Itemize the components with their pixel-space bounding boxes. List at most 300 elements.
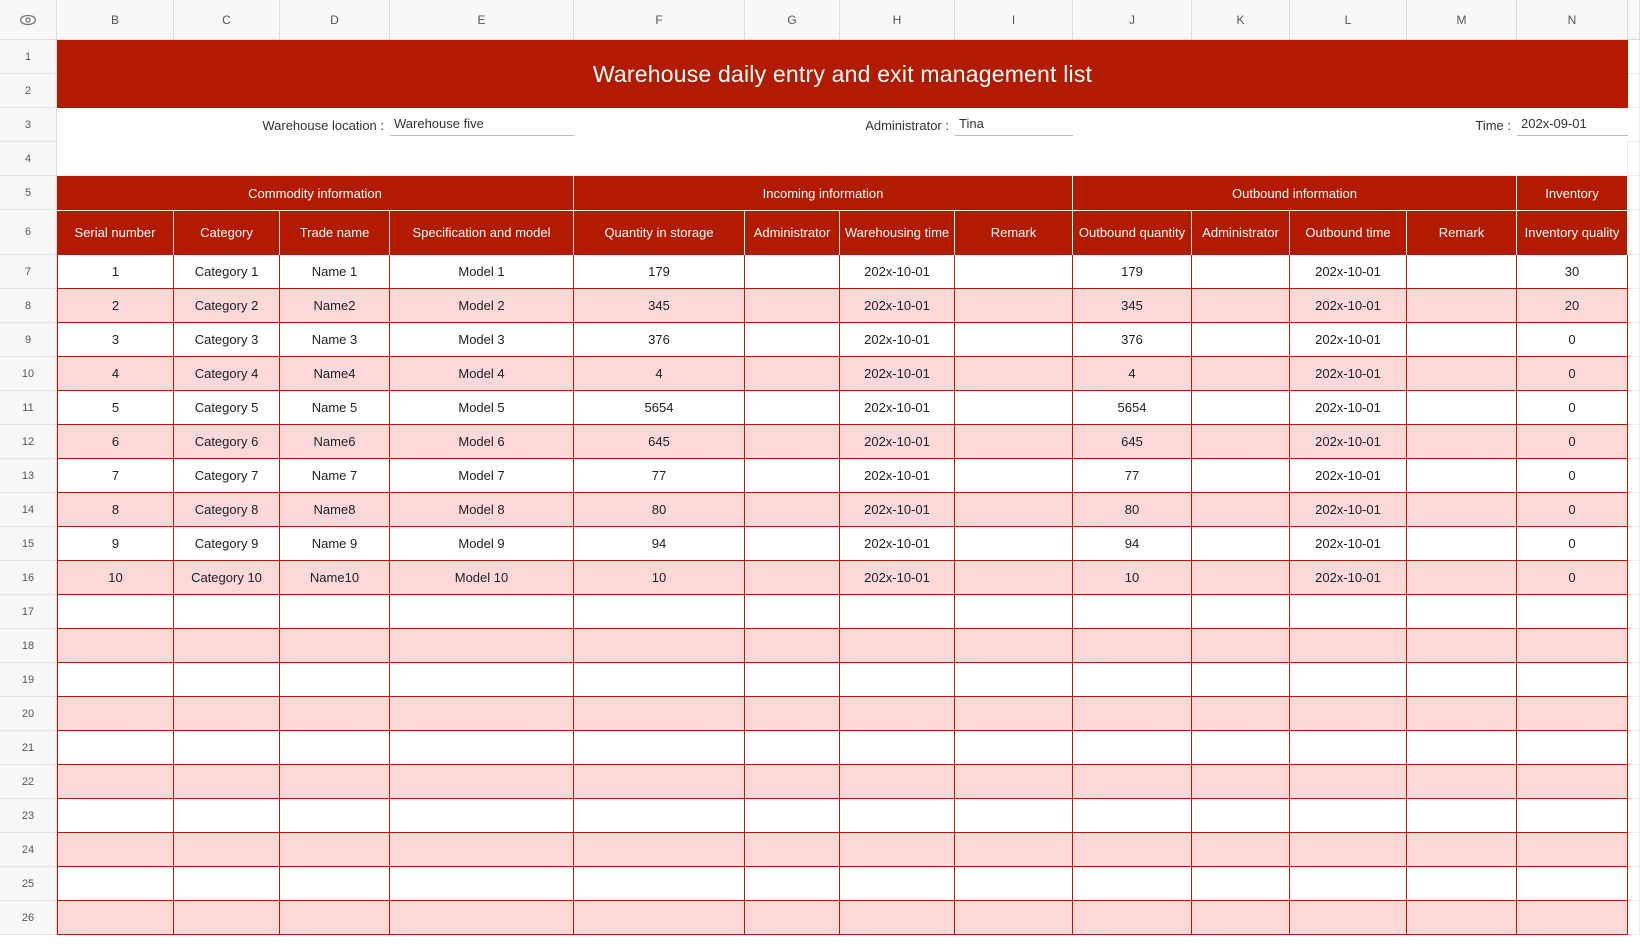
empty-cell[interactable]	[174, 799, 280, 833]
empty-cell[interactable]	[1073, 765, 1192, 799]
table-cell[interactable]: 202x-10-01	[1290, 289, 1407, 323]
admin-value[interactable]: Tina	[955, 112, 1073, 136]
table-cell[interactable]: 4	[574, 357, 745, 391]
empty-cell[interactable]	[174, 731, 280, 765]
empty-cell[interactable]	[840, 697, 955, 731]
column-header[interactable]: E	[390, 0, 574, 40]
empty-cell[interactable]	[1073, 867, 1192, 901]
table-cell[interactable]: 202x-10-01	[1290, 561, 1407, 595]
column-header[interactable]: N	[1517, 0, 1628, 40]
empty-cell[interactable]	[1407, 867, 1517, 901]
empty-cell[interactable]	[280, 833, 390, 867]
table-cell[interactable]	[1192, 459, 1290, 493]
empty-cell[interactable]	[745, 595, 840, 629]
row-header[interactable]: 11	[0, 391, 57, 425]
table-cell[interactable]: 94	[1073, 527, 1192, 561]
empty-cell[interactable]	[280, 731, 390, 765]
time-value[interactable]: 202x-09-01	[1517, 112, 1628, 136]
empty-cell[interactable]	[1290, 731, 1407, 765]
table-cell[interactable]: Model 5	[390, 391, 574, 425]
empty-cell[interactable]	[840, 663, 955, 697]
column-header[interactable]: D	[280, 0, 390, 40]
table-cell[interactable]: 77	[1073, 459, 1192, 493]
table-cell[interactable]	[955, 391, 1073, 425]
empty-cell[interactable]	[174, 901, 280, 935]
row-header[interactable]: 6	[0, 210, 57, 255]
empty-cell[interactable]	[1517, 697, 1628, 731]
empty-cell[interactable]	[1517, 731, 1628, 765]
table-cell[interactable]: 202x-10-01	[840, 527, 955, 561]
empty-cell[interactable]	[574, 901, 745, 935]
table-cell[interactable]	[955, 459, 1073, 493]
table-cell[interactable]: 202x-10-01	[840, 493, 955, 527]
table-cell[interactable]	[1407, 357, 1517, 391]
row-header[interactable]: 20	[0, 697, 57, 731]
empty-cell[interactable]	[1073, 629, 1192, 663]
row-header[interactable]: 23	[0, 799, 57, 833]
table-cell[interactable]: 202x-10-01	[840, 425, 955, 459]
table-cell[interactable]	[1192, 357, 1290, 391]
empty-cell[interactable]	[57, 833, 174, 867]
empty-cell[interactable]	[1192, 765, 1290, 799]
empty-cell[interactable]	[840, 629, 955, 663]
empty-cell[interactable]	[840, 799, 955, 833]
empty-cell[interactable]	[840, 833, 955, 867]
table-cell[interactable]	[955, 289, 1073, 323]
empty-cell[interactable]	[1290, 663, 1407, 697]
empty-cell[interactable]	[1517, 663, 1628, 697]
row-header[interactable]: 3	[0, 108, 57, 142]
table-cell[interactable]: 94	[574, 527, 745, 561]
empty-cell[interactable]	[1517, 595, 1628, 629]
table-cell[interactable]: 6	[57, 425, 174, 459]
table-cell[interactable]: 202x-10-01	[840, 391, 955, 425]
row-header[interactable]: 18	[0, 629, 57, 663]
table-cell[interactable]: Category 7	[174, 459, 280, 493]
empty-cell[interactable]	[1073, 901, 1192, 935]
table-cell[interactable]	[1192, 323, 1290, 357]
empty-cell[interactable]	[174, 765, 280, 799]
table-cell[interactable]	[745, 527, 840, 561]
empty-cell[interactable]	[1290, 765, 1407, 799]
empty-cell[interactable]	[745, 765, 840, 799]
table-cell[interactable]: 202x-10-01	[1290, 425, 1407, 459]
empty-cell[interactable]	[1517, 629, 1628, 663]
table-cell[interactable]: 7	[57, 459, 174, 493]
table-cell[interactable]: 202x-10-01	[1290, 493, 1407, 527]
table-cell[interactable]: 5654	[574, 391, 745, 425]
empty-cell[interactable]	[1290, 833, 1407, 867]
table-cell[interactable]: 4	[57, 357, 174, 391]
empty-cell[interactable]	[574, 629, 745, 663]
table-cell[interactable]: 77	[574, 459, 745, 493]
empty-cell[interactable]	[1407, 629, 1517, 663]
row-header[interactable]: 10	[0, 357, 57, 391]
table-cell[interactable]: Name2	[280, 289, 390, 323]
table-cell[interactable]	[955, 425, 1073, 459]
empty-cell[interactable]	[574, 833, 745, 867]
table-cell[interactable]	[745, 561, 840, 595]
table-cell[interactable]: 0	[1517, 357, 1628, 391]
table-cell[interactable]: Name10	[280, 561, 390, 595]
empty-cell[interactable]	[1407, 663, 1517, 697]
table-cell[interactable]: Category 9	[174, 527, 280, 561]
table-cell[interactable]: 10	[1073, 561, 1192, 595]
empty-cell[interactable]	[1192, 867, 1290, 901]
table-cell[interactable]: 9	[57, 527, 174, 561]
empty-cell[interactable]	[57, 867, 174, 901]
table-cell[interactable]	[1192, 561, 1290, 595]
column-header[interactable]: C	[174, 0, 280, 40]
empty-cell[interactable]	[840, 867, 955, 901]
table-cell[interactable]: 0	[1517, 493, 1628, 527]
table-cell[interactable]: 5	[57, 391, 174, 425]
table-cell[interactable]: 202x-10-01	[840, 323, 955, 357]
empty-cell[interactable]	[1073, 799, 1192, 833]
row-header[interactable]: 9	[0, 323, 57, 357]
empty-cell[interactable]	[1192, 595, 1290, 629]
table-cell[interactable]: 202x-10-01	[1290, 527, 1407, 561]
empty-cell[interactable]	[57, 799, 174, 833]
empty-cell[interactable]	[390, 629, 574, 663]
row-header[interactable]: 4	[0, 142, 57, 176]
table-cell[interactable]	[1192, 425, 1290, 459]
table-cell[interactable]: Category 10	[174, 561, 280, 595]
table-cell[interactable]: 10	[574, 561, 745, 595]
empty-cell[interactable]	[57, 765, 174, 799]
table-cell[interactable]	[1407, 391, 1517, 425]
table-cell[interactable]: 80	[574, 493, 745, 527]
table-cell[interactable]: 202x-10-01	[840, 459, 955, 493]
empty-cell[interactable]	[1192, 731, 1290, 765]
table-cell[interactable]: Category 2	[174, 289, 280, 323]
table-cell[interactable]: 4	[1073, 357, 1192, 391]
row-header[interactable]: 14	[0, 493, 57, 527]
empty-cell[interactable]	[280, 765, 390, 799]
table-cell[interactable]: Name 9	[280, 527, 390, 561]
table-cell[interactable]: Name 7	[280, 459, 390, 493]
table-cell[interactable]: Name 1	[280, 255, 390, 289]
row-header[interactable]: 2	[0, 74, 57, 108]
empty-cell[interactable]	[955, 799, 1073, 833]
empty-cell[interactable]	[1073, 663, 1192, 697]
table-cell[interactable]: 30	[1517, 255, 1628, 289]
table-cell[interactable]: Category 8	[174, 493, 280, 527]
empty-cell[interactable]	[174, 629, 280, 663]
empty-cell[interactable]	[57, 663, 174, 697]
empty-cell[interactable]	[745, 731, 840, 765]
table-cell[interactable]: 0	[1517, 391, 1628, 425]
empty-cell[interactable]	[1290, 799, 1407, 833]
table-cell[interactable]: 10	[57, 561, 174, 595]
empty-cell[interactable]	[280, 697, 390, 731]
table-cell[interactable]: 0	[1517, 527, 1628, 561]
table-cell[interactable]: 80	[1073, 493, 1192, 527]
empty-cell[interactable]	[955, 629, 1073, 663]
row-header[interactable]: 5	[0, 176, 57, 210]
empty-cell[interactable]	[280, 629, 390, 663]
table-cell[interactable]	[1407, 527, 1517, 561]
table-cell[interactable]	[955, 357, 1073, 391]
row-header[interactable]: 12	[0, 425, 57, 459]
empty-cell[interactable]	[745, 833, 840, 867]
empty-cell[interactable]	[574, 799, 745, 833]
table-cell[interactable]: 2	[57, 289, 174, 323]
table-cell[interactable]	[1192, 289, 1290, 323]
empty-cell[interactable]	[745, 697, 840, 731]
empty-cell[interactable]	[390, 697, 574, 731]
empty-cell[interactable]	[57, 901, 174, 935]
table-cell[interactable]	[745, 425, 840, 459]
empty-cell[interactable]	[174, 663, 280, 697]
table-cell[interactable]	[955, 561, 1073, 595]
empty-cell[interactable]	[955, 595, 1073, 629]
column-header[interactable]: B	[57, 0, 174, 40]
empty-cell[interactable]	[745, 901, 840, 935]
empty-cell[interactable]	[390, 901, 574, 935]
column-header[interactable]: K	[1192, 0, 1290, 40]
empty-cell[interactable]	[1517, 867, 1628, 901]
table-cell[interactable]: Model 3	[390, 323, 574, 357]
empty-cell[interactable]	[1192, 663, 1290, 697]
table-cell[interactable]: Name 5	[280, 391, 390, 425]
empty-cell[interactable]	[1407, 799, 1517, 833]
table-cell[interactable]: 0	[1517, 425, 1628, 459]
row-header[interactable]: 16	[0, 561, 57, 595]
table-cell[interactable]: 1	[57, 255, 174, 289]
table-cell[interactable]: Name6	[280, 425, 390, 459]
empty-cell[interactable]	[574, 731, 745, 765]
empty-cell[interactable]	[1407, 595, 1517, 629]
table-cell[interactable]	[955, 255, 1073, 289]
table-cell[interactable]: Category 5	[174, 391, 280, 425]
empty-cell[interactable]	[1290, 595, 1407, 629]
location-value[interactable]: Warehouse five	[390, 112, 574, 136]
empty-cell[interactable]	[1192, 901, 1290, 935]
empty-cell[interactable]	[955, 765, 1073, 799]
table-cell[interactable]: 202x-10-01	[840, 289, 955, 323]
table-cell[interactable]: 376	[1073, 323, 1192, 357]
table-cell[interactable]	[745, 357, 840, 391]
table-cell[interactable]	[1192, 527, 1290, 561]
empty-cell[interactable]	[280, 901, 390, 935]
table-cell[interactable]: Category 3	[174, 323, 280, 357]
table-cell[interactable]: Name8	[280, 493, 390, 527]
row-header[interactable]: 1	[0, 40, 57, 74]
empty-cell[interactable]	[390, 765, 574, 799]
table-cell[interactable]: 3	[57, 323, 174, 357]
empty-cell[interactable]	[390, 867, 574, 901]
empty-cell[interactable]	[1517, 765, 1628, 799]
empty-cell[interactable]	[1192, 833, 1290, 867]
empty-cell[interactable]	[574, 595, 745, 629]
empty-cell[interactable]	[574, 663, 745, 697]
row-header[interactable]: 21	[0, 731, 57, 765]
empty-cell[interactable]	[280, 867, 390, 901]
table-cell[interactable]	[745, 459, 840, 493]
empty-cell[interactable]	[1407, 765, 1517, 799]
table-cell[interactable]	[745, 255, 840, 289]
empty-cell[interactable]	[840, 765, 955, 799]
empty-cell[interactable]	[955, 697, 1073, 731]
table-cell[interactable]: Category 6	[174, 425, 280, 459]
row-header[interactable]: 25	[0, 867, 57, 901]
table-cell[interactable]	[1407, 255, 1517, 289]
table-cell[interactable]	[745, 391, 840, 425]
empty-cell[interactable]	[955, 663, 1073, 697]
select-all-corner[interactable]	[0, 0, 57, 40]
empty-cell[interactable]	[1517, 833, 1628, 867]
table-cell[interactable]: 179	[574, 255, 745, 289]
table-cell[interactable]: Name 3	[280, 323, 390, 357]
table-cell[interactable]: Model 1	[390, 255, 574, 289]
row-header[interactable]: 19	[0, 663, 57, 697]
column-header[interactable]: I	[955, 0, 1073, 40]
table-cell[interactable]: 20	[1517, 289, 1628, 323]
column-header[interactable]: H	[840, 0, 955, 40]
table-cell[interactable]: Model 9	[390, 527, 574, 561]
table-cell[interactable]: Category 1	[174, 255, 280, 289]
table-cell[interactable]: 202x-10-01	[1290, 459, 1407, 493]
row-header[interactable]: 22	[0, 765, 57, 799]
empty-cell[interactable]	[955, 901, 1073, 935]
empty-cell[interactable]	[955, 867, 1073, 901]
empty-cell[interactable]	[57, 629, 174, 663]
empty-cell[interactable]	[390, 799, 574, 833]
table-cell[interactable]: 645	[1073, 425, 1192, 459]
empty-cell[interactable]	[174, 697, 280, 731]
empty-cell[interactable]	[1290, 629, 1407, 663]
table-cell[interactable]: 202x-10-01	[1290, 357, 1407, 391]
empty-cell[interactable]	[574, 765, 745, 799]
column-header[interactable]: M	[1407, 0, 1517, 40]
row-header[interactable]: 26	[0, 901, 57, 935]
empty-cell[interactable]	[1290, 867, 1407, 901]
table-cell[interactable]	[955, 527, 1073, 561]
table-cell[interactable]	[1192, 493, 1290, 527]
table-cell[interactable]: Model 2	[390, 289, 574, 323]
empty-cell[interactable]	[390, 833, 574, 867]
empty-cell[interactable]	[1192, 629, 1290, 663]
empty-cell[interactable]	[1407, 697, 1517, 731]
empty-cell[interactable]	[745, 799, 840, 833]
table-cell[interactable]	[1407, 459, 1517, 493]
table-cell[interactable]	[955, 493, 1073, 527]
column-header[interactable]: L	[1290, 0, 1407, 40]
table-cell[interactable]: Model 7	[390, 459, 574, 493]
row-header[interactable]: 15	[0, 527, 57, 561]
empty-cell[interactable]	[745, 629, 840, 663]
table-cell[interactable]: 0	[1517, 561, 1628, 595]
table-cell[interactable]	[1407, 425, 1517, 459]
table-cell[interactable]	[1407, 493, 1517, 527]
table-cell[interactable]	[1407, 323, 1517, 357]
empty-cell[interactable]	[1407, 833, 1517, 867]
empty-cell[interactable]	[1073, 595, 1192, 629]
table-cell[interactable]: 645	[574, 425, 745, 459]
column-header[interactable]: G	[745, 0, 840, 40]
table-cell[interactable]: 202x-10-01	[1290, 323, 1407, 357]
table-cell[interactable]	[1192, 391, 1290, 425]
row-header[interactable]: 13	[0, 459, 57, 493]
table-cell[interactable]: Model 8	[390, 493, 574, 527]
table-cell[interactable]: 202x-10-01	[840, 561, 955, 595]
empty-cell[interactable]	[1290, 697, 1407, 731]
empty-cell[interactable]	[574, 697, 745, 731]
row-header[interactable]: 7	[0, 255, 57, 289]
table-cell[interactable]	[955, 323, 1073, 357]
empty-cell[interactable]	[1517, 799, 1628, 833]
table-cell[interactable]: Name4	[280, 357, 390, 391]
empty-cell[interactable]	[57, 731, 174, 765]
table-cell[interactable]: 202x-10-01	[1290, 255, 1407, 289]
empty-cell[interactable]	[574, 867, 745, 901]
empty-cell[interactable]	[840, 595, 955, 629]
table-cell[interactable]: Model 10	[390, 561, 574, 595]
empty-cell[interactable]	[1192, 697, 1290, 731]
table-cell[interactable]	[745, 289, 840, 323]
table-cell[interactable]: 202x-10-01	[840, 357, 955, 391]
table-cell[interactable]	[1407, 289, 1517, 323]
table-cell[interactable]: 376	[574, 323, 745, 357]
table-cell[interactable]	[1407, 561, 1517, 595]
row-header[interactable]: 24	[0, 833, 57, 867]
empty-cell[interactable]	[1407, 731, 1517, 765]
table-cell[interactable]: 5654	[1073, 391, 1192, 425]
empty-cell[interactable]	[390, 595, 574, 629]
empty-cell[interactable]	[1517, 901, 1628, 935]
table-cell[interactable]: 202x-10-01	[840, 255, 955, 289]
empty-cell[interactable]	[955, 731, 1073, 765]
empty-cell[interactable]	[745, 663, 840, 697]
empty-cell[interactable]	[57, 697, 174, 731]
table-cell[interactable]	[745, 493, 840, 527]
table-cell[interactable]: 345	[1073, 289, 1192, 323]
empty-cell[interactable]	[390, 731, 574, 765]
table-cell[interactable]: 345	[574, 289, 745, 323]
empty-cell[interactable]	[840, 731, 955, 765]
empty-cell[interactable]	[390, 663, 574, 697]
column-header[interactable]: F	[574, 0, 745, 40]
empty-cell[interactable]	[955, 833, 1073, 867]
empty-cell[interactable]	[280, 595, 390, 629]
row-header[interactable]: 17	[0, 595, 57, 629]
empty-cell[interactable]	[280, 663, 390, 697]
table-cell[interactable]: Model 4	[390, 357, 574, 391]
empty-cell[interactable]	[57, 595, 174, 629]
row-header[interactable]: 8	[0, 289, 57, 323]
empty-cell[interactable]	[1192, 799, 1290, 833]
table-cell[interactable]: Category 4	[174, 357, 280, 391]
table-cell[interactable]: 202x-10-01	[1290, 391, 1407, 425]
empty-cell[interactable]	[174, 595, 280, 629]
table-cell[interactable]	[745, 323, 840, 357]
empty-cell[interactable]	[1290, 901, 1407, 935]
empty-cell[interactable]	[280, 799, 390, 833]
empty-cell[interactable]	[745, 867, 840, 901]
empty-cell[interactable]	[1407, 901, 1517, 935]
empty-cell[interactable]	[1073, 697, 1192, 731]
table-cell[interactable]: 179	[1073, 255, 1192, 289]
table-cell[interactable]	[1192, 255, 1290, 289]
empty-cell[interactable]	[174, 833, 280, 867]
empty-cell[interactable]	[1073, 731, 1192, 765]
column-header[interactable]: J	[1073, 0, 1192, 40]
empty-cell[interactable]	[840, 901, 955, 935]
table-cell[interactable]: 8	[57, 493, 174, 527]
table-cell[interactable]: Model 6	[390, 425, 574, 459]
empty-cell[interactable]	[174, 867, 280, 901]
